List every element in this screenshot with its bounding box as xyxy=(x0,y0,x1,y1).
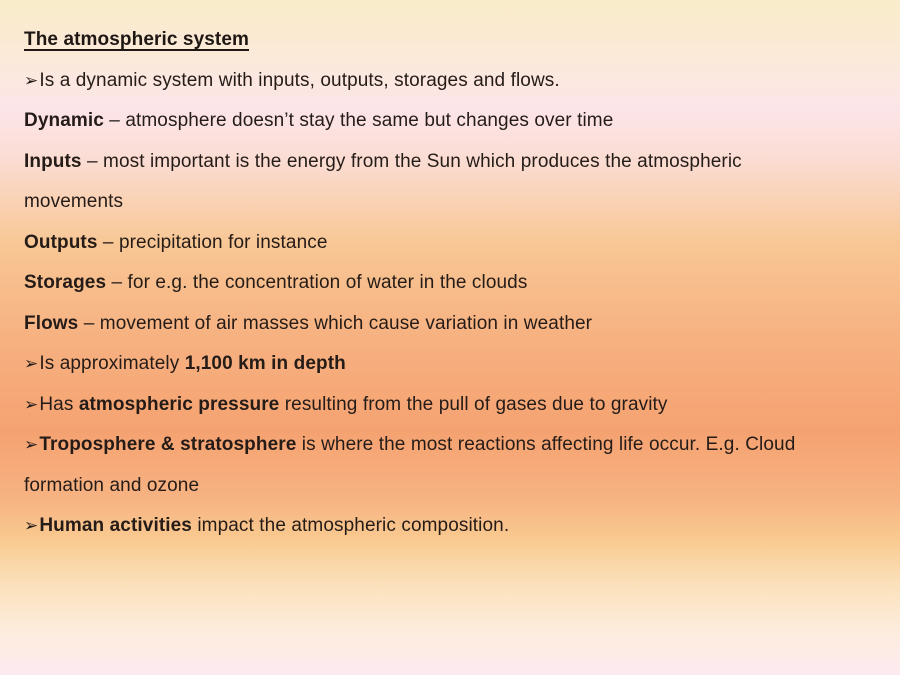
text-segment: is where the most reactions affecting life occur. E.g. Cloud xyxy=(296,434,796,455)
text-line xyxy=(24,182,876,223)
text-line xyxy=(24,61,876,102)
bullet-arrow-icon: ➢ xyxy=(24,354,39,373)
text-segment-bold: Dynamic xyxy=(24,110,104,131)
text-segment: Is a dynamic system with inputs, outputs, storages and flows. xyxy=(39,69,560,91)
bullet-arrow-icon: ➢ xyxy=(24,70,39,90)
text-segment: impact the atmospheric composition. xyxy=(191,515,510,536)
text-segment-bold: Inputs xyxy=(24,150,82,172)
text-segment: – most important is the energy from the Sun which produces the atmospheric xyxy=(81,150,742,172)
text-line xyxy=(24,142,876,183)
text-segment-bold: Troposphere & stratosphere xyxy=(39,434,297,455)
text-line xyxy=(24,425,876,466)
text-line xyxy=(24,101,876,142)
text-line xyxy=(24,304,876,345)
text-segment: Is approximately xyxy=(39,353,185,374)
text-segment-bold: 1,100 km in depth xyxy=(184,353,346,374)
slide-title: The atmospheric system xyxy=(24,29,250,50)
text-segment: Has xyxy=(39,393,79,415)
text-line xyxy=(24,223,876,264)
text-line xyxy=(24,466,876,507)
text-segment: – for e.g. the concentration of water in the clouds xyxy=(106,272,528,293)
text-line xyxy=(24,385,876,426)
text-segment-bold: Flows xyxy=(24,312,79,334)
text-segment: – movement of air masses which cause variation in weather xyxy=(78,312,593,334)
text-segment: – precipitation for instance xyxy=(97,231,328,253)
slide-body xyxy=(24,61,876,547)
bullet-arrow-icon: ➢ xyxy=(24,394,39,414)
bullet-arrow-icon: ➢ xyxy=(24,516,39,535)
text-segment-bold: atmospheric pressure xyxy=(78,393,280,415)
bullet-arrow-icon: ➢ xyxy=(24,435,39,454)
text-line xyxy=(24,263,876,304)
text-segment-bold: Outputs xyxy=(24,231,98,253)
text-segment-bold: Human activities xyxy=(39,515,192,536)
text-segment: resulting from the pull of gases due to gravity xyxy=(279,393,668,415)
text-line xyxy=(24,506,876,547)
text-segment: formation and ozone xyxy=(24,474,200,496)
text-segment-bold: Storages xyxy=(24,272,107,293)
text-line xyxy=(24,344,876,385)
text-segment: – atmosphere doesn’t stay the same but changes over time xyxy=(103,110,614,131)
text-segment: movements xyxy=(24,191,124,212)
